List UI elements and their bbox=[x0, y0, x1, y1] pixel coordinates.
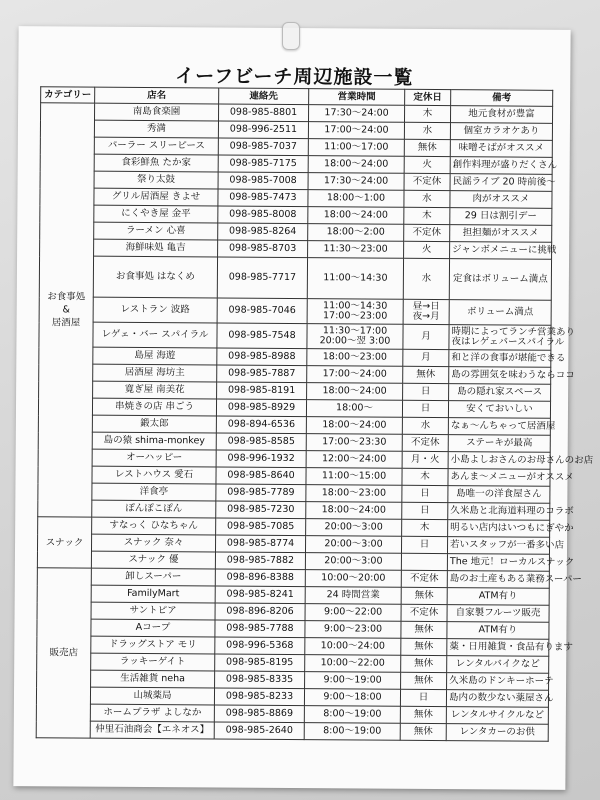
hours-cell: 20:00～3:00 bbox=[306, 519, 402, 537]
contact-cell: 098-985-7887 bbox=[217, 365, 307, 383]
header-closed: 定休日 bbox=[405, 89, 451, 105]
table-row bbox=[39, 256, 551, 301]
shop-name-cell: 島屋 海遊 bbox=[93, 347, 217, 365]
shop-name-cell: 南島食楽園 bbox=[95, 103, 219, 121]
shop-name-cell: 山城薬局 bbox=[90, 687, 214, 705]
table-row bbox=[39, 297, 551, 326]
header-name: 店名 bbox=[95, 87, 219, 104]
closed-day-cell: 木 bbox=[404, 105, 450, 122]
contact-cell: 098-985-8264 bbox=[218, 223, 308, 241]
note-cell: 個室カラオケあり bbox=[450, 123, 552, 141]
hours-cell: 18:00～2:00 bbox=[308, 224, 404, 242]
closed-day-cell: 日 bbox=[400, 689, 446, 706]
closed-day-cell bbox=[401, 553, 447, 570]
shop-name-cell: 島の猿 shima-monkey bbox=[92, 432, 216, 450]
closed-day-cell: 水 bbox=[403, 258, 449, 299]
push-pin bbox=[282, 22, 300, 50]
shop-name-cell: 卸しスーパー bbox=[91, 568, 215, 586]
closed-day-cell: 無休 bbox=[401, 621, 447, 638]
note-cell: 久米島のドンキーホーテ bbox=[447, 673, 549, 691]
closed-day-cell: 水 bbox=[402, 417, 448, 434]
contact-cell: 098-894-6536 bbox=[216, 416, 306, 434]
note-cell: 地元食材が豊富 bbox=[450, 106, 552, 124]
note-cell: ステーキが最高 bbox=[448, 435, 550, 453]
note-cell: 明るい店内はいつもにぎやか bbox=[448, 520, 550, 538]
closed-day-cell: 無休 bbox=[400, 706, 446, 723]
shop-name-cell: レストラン 波路 bbox=[93, 297, 217, 323]
shop-name-cell: Aコープ bbox=[91, 619, 215, 637]
hours-cell: 17:30～24:00 bbox=[308, 105, 404, 123]
note-cell: 島の隠れ家スペース bbox=[449, 384, 551, 402]
closed-day-cell: 無休 bbox=[401, 587, 447, 604]
closed-day-cell: 水 bbox=[404, 190, 450, 207]
closed-day-cell: 水 bbox=[404, 122, 450, 139]
shop-name-cell: パーラー スリーピース bbox=[94, 137, 218, 155]
contact-cell: 098-985-7882 bbox=[215, 552, 305, 570]
header-notes: 備考 bbox=[451, 90, 553, 107]
note-cell: The 地元！ローカルスナック bbox=[447, 554, 549, 572]
closed-day-cell: 無休 bbox=[401, 672, 447, 689]
contact-cell: 098-985-8195 bbox=[215, 654, 305, 672]
note-cell: 自家製フルーツ販売 bbox=[447, 605, 549, 623]
contact-cell: 098-985-7175 bbox=[218, 155, 308, 173]
contact-cell: 098-985-8335 bbox=[215, 671, 305, 689]
shop-name-cell: 祭り太鼓 bbox=[94, 171, 218, 189]
shop-name-cell: 洋食亭 bbox=[92, 483, 216, 501]
contact-cell: 098-985-7789 bbox=[216, 484, 306, 502]
category-cell-snack: スナック bbox=[37, 517, 91, 568]
closed-day-cell: 昼→日 夜→月 bbox=[403, 299, 449, 324]
shop-name-cell: ドラッグストア モリ bbox=[91, 636, 215, 654]
hours-cell: 11:30～23:00 bbox=[308, 241, 404, 259]
note-cell: レンタルバイクなど bbox=[447, 656, 549, 674]
shop-name-cell: お食事処 はなくめ bbox=[93, 256, 217, 298]
note-cell: 島のお土産もある業務スーパー bbox=[447, 571, 549, 589]
closed-day-cell: 日 bbox=[403, 383, 449, 400]
hours-cell: 10:00～22:00 bbox=[305, 655, 401, 673]
page-title: イーフビーチ周辺施設一覧 bbox=[175, 65, 414, 89]
shop-name-cell: FamilyMart bbox=[91, 585, 215, 603]
closed-day-cell: 無休 bbox=[401, 655, 447, 672]
note-cell: 担担麺がオススメ bbox=[450, 225, 552, 243]
hours-cell: 17:00～24:00 bbox=[307, 366, 403, 384]
shop-name-cell: 串焼きの店 串ごう bbox=[92, 398, 216, 416]
closed-day-cell: 無休 bbox=[404, 139, 450, 156]
shop-name-cell: 居酒屋 海坊主 bbox=[93, 364, 217, 382]
header-category: カテゴリー bbox=[41, 87, 95, 103]
note-cell: 民謡ライブ 20 時前後～ bbox=[450, 174, 552, 192]
hours-cell: 20:00～3:00 bbox=[305, 553, 401, 571]
hours-cell: 9:00～23:00 bbox=[305, 621, 401, 639]
closed-day-cell: 不定休 bbox=[404, 224, 450, 241]
hours-cell: 18:00～23:00 bbox=[307, 349, 403, 367]
contact-cell: 098-985-7037 bbox=[218, 138, 308, 156]
contact-cell: 098-896-8388 bbox=[215, 569, 305, 587]
hours-cell: 8:00～19:00 bbox=[304, 706, 400, 724]
contact-cell: 098-996-1932 bbox=[216, 450, 306, 468]
note-cell: ATM有り bbox=[447, 588, 549, 606]
contact-cell: 098-985-8585 bbox=[216, 433, 306, 451]
closed-day-cell: 日 bbox=[402, 502, 448, 519]
closed-day-cell: 月・火 bbox=[402, 451, 448, 468]
hours-cell: 24 時間営業 bbox=[305, 587, 401, 605]
hours-cell: 18:00～1:00 bbox=[308, 190, 404, 208]
shop-name-cell: すなっく ひなちゃん bbox=[92, 517, 216, 535]
closed-day-cell: 火 bbox=[404, 156, 450, 173]
shop-name-cell: にくやき屋 金平 bbox=[94, 205, 218, 223]
contact-cell: 098-985-7473 bbox=[218, 189, 308, 207]
closed-day-cell: 無休 bbox=[403, 366, 449, 383]
hours-cell: 18:00～24:00 bbox=[306, 502, 402, 520]
category-cell-food: お食事処 & 居酒屋 bbox=[38, 103, 95, 517]
closed-day-cell: 日 bbox=[402, 485, 448, 502]
note-cell: レンタルサイクルなど bbox=[446, 707, 548, 725]
shop-name-cell: レストハウス 愛石 bbox=[92, 466, 216, 484]
note-cell: ボリューム満点 bbox=[449, 300, 551, 326]
hours-cell: 8:00～19:00 bbox=[304, 723, 400, 741]
contact-cell: 098-985-7717 bbox=[217, 257, 307, 299]
shop-name-cell: ラーメン 心喜 bbox=[94, 222, 218, 240]
hours-cell: 17:00～23:30 bbox=[306, 434, 402, 452]
hours-cell: 11:30～17:00 20:00～翌 3:00 bbox=[307, 324, 403, 350]
closed-day-cell: 不定休 bbox=[404, 173, 450, 190]
hours-cell: 17:00～24:00 bbox=[308, 122, 404, 140]
hours-cell: 9:00～18:00 bbox=[304, 689, 400, 707]
note-cell: 29 日は割引デー bbox=[450, 208, 552, 226]
contact-cell: 098-985-7046 bbox=[217, 298, 307, 324]
contact-cell: 098-985-8801 bbox=[219, 104, 309, 122]
shop-name-cell: スナック 奈々 bbox=[91, 534, 215, 552]
shop-name-cell: 仲里石油商会【エネオス】 bbox=[90, 721, 214, 739]
hours-cell: 11:00～14:30 bbox=[307, 258, 403, 300]
hours-cell: 18:00～24:00 bbox=[308, 207, 404, 225]
contact-cell: 098-985-8774 bbox=[215, 535, 305, 553]
contact-cell: 098-985-7548 bbox=[217, 323, 307, 349]
hours-cell: 11:00～15:00 bbox=[306, 468, 402, 486]
shop-name-cell: サントピア bbox=[91, 602, 215, 620]
hours-cell: 17:30～24:00 bbox=[308, 173, 404, 191]
closed-day-cell: 木 bbox=[404, 207, 450, 224]
contact-cell: 098-985-7230 bbox=[216, 501, 306, 519]
contact-cell: 098-985-8241 bbox=[215, 586, 305, 604]
closed-day-cell: 月 bbox=[403, 324, 449, 349]
contact-cell: 098-985-8869 bbox=[214, 705, 304, 723]
hours-cell: 18:00～24:00 bbox=[307, 383, 403, 401]
hours-cell: 10:00～24:00 bbox=[305, 638, 401, 656]
shop-name-cell: 生活雑貨 neha bbox=[91, 670, 215, 688]
contact-cell: 098-985-2640 bbox=[214, 722, 304, 740]
hours-cell: 12:00～24:00 bbox=[306, 451, 402, 469]
closed-day-cell: 火 bbox=[404, 241, 450, 258]
table-row bbox=[39, 322, 551, 351]
note-cell: 安くておいしい bbox=[448, 401, 550, 419]
shop-name-cell: ラッキーゲイト bbox=[91, 653, 215, 671]
shop-name-cell: 海鮮味処 亀吉 bbox=[94, 239, 218, 257]
contact-cell: 098-985-7008 bbox=[218, 172, 308, 190]
shop-name-cell: ホームプラザ よしなか bbox=[90, 704, 214, 722]
contact-cell: 098-985-8929 bbox=[216, 399, 306, 417]
contact-cell: 098-985-8640 bbox=[216, 467, 306, 485]
paper-sheet bbox=[13, 26, 594, 790]
note-cell: 島内の数少ない薬屋さん bbox=[446, 690, 548, 708]
closed-day-cell: 日 bbox=[401, 536, 447, 553]
note-cell: ジャンボメニューに挑戦 bbox=[450, 242, 552, 260]
closed-day-cell: 不定休 bbox=[401, 604, 447, 621]
hours-cell: 18:00～24:00 bbox=[308, 156, 404, 174]
note-cell: 時期によってランチ営業あり 夜はレゲェバースパイラル bbox=[449, 325, 551, 351]
contact-cell: 098-985-8988 bbox=[217, 348, 307, 366]
hours-cell: 9:00～22:00 bbox=[305, 604, 401, 622]
note-cell: なぁ～んちゃって居酒屋 bbox=[448, 418, 550, 436]
note-cell: 味噌そばがオススメ bbox=[450, 140, 552, 158]
hours-cell: 20:00～3:00 bbox=[305, 536, 401, 554]
shop-name-cell: 鍛太郎 bbox=[92, 415, 216, 433]
closed-day-cell: 木 bbox=[402, 519, 448, 536]
hours-cell: 11:00～17:00 bbox=[308, 139, 404, 157]
shop-name-cell: 食彩鮮魚 たか家 bbox=[94, 154, 218, 172]
note-cell: あんま～メニューがオススメ bbox=[448, 469, 550, 487]
hours-cell: 11:00～14:30 17:00～23:00 bbox=[307, 299, 403, 325]
contact-cell: 098-996-5368 bbox=[215, 637, 305, 655]
closed-day-cell: 月 bbox=[403, 349, 449, 366]
note-cell: 薬・日用雑貨・食品有ります bbox=[447, 639, 549, 657]
facility-table bbox=[36, 86, 594, 742]
contact-cell: 098-996-2511 bbox=[218, 121, 308, 139]
closed-day-cell: 無休 bbox=[400, 723, 446, 740]
note-cell: 若いスタッフが一番多い店 bbox=[447, 537, 549, 555]
shop-name-cell: オーハッピー bbox=[92, 449, 216, 467]
note-cell: 定食はボリューム満点 bbox=[449, 259, 551, 301]
hours-cell: 18:00～23:00 bbox=[306, 485, 402, 503]
hours-cell: 9:00～19:00 bbox=[305, 672, 401, 690]
contact-cell: 098-985-8191 bbox=[217, 382, 307, 400]
closed-day-cell: 日 bbox=[402, 400, 448, 417]
table-row bbox=[36, 721, 548, 742]
shop-name-cell: 秀満 bbox=[94, 120, 218, 138]
shop-name-cell: スナック 優 bbox=[91, 551, 215, 569]
closed-day-cell: 不定休 bbox=[401, 570, 447, 587]
shop-name-cell: ぽんぽこぽん bbox=[92, 500, 216, 518]
category-cell-shop: 販売店 bbox=[36, 568, 91, 738]
header-hours: 営業時間 bbox=[309, 89, 405, 106]
contact-cell: 098-896-8206 bbox=[215, 603, 305, 621]
contact-cell: 098-985-7085 bbox=[216, 518, 306, 536]
contact-cell: 098-985-8233 bbox=[214, 688, 304, 706]
header-contact: 連絡先 bbox=[219, 88, 309, 105]
contact-cell: 098-985-7788 bbox=[215, 620, 305, 638]
contact-cell: 098-985-8703 bbox=[218, 240, 308, 258]
closed-day-cell: 無休 bbox=[401, 638, 447, 655]
shop-name-cell: グリル居酒屋 きよせ bbox=[94, 188, 218, 206]
hours-cell: 10:00～20:00 bbox=[305, 570, 401, 588]
note-cell: 小島よしおさんのお母さんのお店 bbox=[448, 452, 550, 470]
hours-cell: 18:00～ bbox=[306, 400, 402, 418]
note-cell: 肉がオススメ bbox=[450, 191, 552, 209]
note-cell: 和と洋の食事が堪能できる bbox=[449, 350, 551, 368]
note-cell: ATM有り bbox=[447, 622, 549, 640]
contact-cell: 098-985-8008 bbox=[218, 206, 308, 224]
table-body bbox=[36, 103, 594, 742]
note-cell: レンタカーのお供 bbox=[446, 724, 548, 742]
shop-name-cell: レゲェ・バー スパイラル bbox=[93, 322, 217, 348]
note-cell: 創作料理が盛りだくさん bbox=[450, 157, 552, 175]
closed-day-cell: 不定休 bbox=[402, 434, 448, 451]
hours-cell: 18:00～24:00 bbox=[306, 417, 402, 435]
note-cell: 島唯一の洋食屋さん bbox=[448, 486, 550, 504]
shop-name-cell: 寛ぎ屋 南美花 bbox=[93, 381, 217, 399]
note-cell: 久米島と北海道料理のコラボ bbox=[448, 503, 550, 521]
note-cell: 島の雰囲気を味わうならココ bbox=[449, 367, 551, 385]
closed-day-cell: 木 bbox=[402, 468, 448, 485]
